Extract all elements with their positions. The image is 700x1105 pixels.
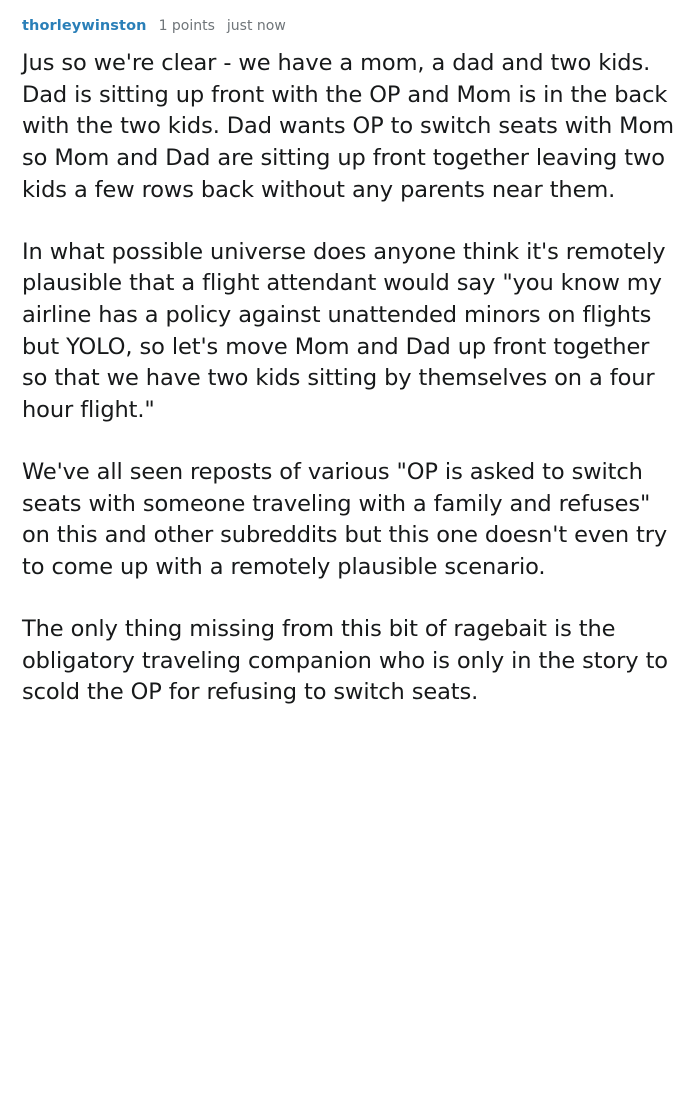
comment-paragraph: We've all seen reposts of various "OP is asked to switch seats with someone traveling with a family and refuses" on this and other subreddits but this one doesn't even try to come up with a remotely plausible scenario. (22, 458, 668, 581)
comment-timestamp: just now (226, 18, 286, 34)
comment-points: 1 points (158, 18, 215, 34)
comment-paragraph: Jus so we're clear - we have a mom, a dad and two kids. Dad is sitting up front with the OP and Mom is in the back with the two kids. Dad wants OP to switch seats with Mom so Mom and Dad are sitting up front together leaving two kids a few rows back without any parents near them. (22, 50, 674, 203)
comment-paragraph: The only thing missing from this bit of ragebait is the obligatory traveling companion who is only in the story to scold the OP for refusing to switch seats. (22, 615, 668, 706)
comment-body (22, 48, 678, 709)
comment-author[interactable]: thorleywinston (22, 18, 147, 34)
comment-header (22, 18, 678, 34)
comment-paragraph: In what possible universe does anyone think it's remotely plausible that a flight attendant would say "you know my airline has a policy against unattended minors on flights but YOLO, so let's move Mom and Dad up front together so that we have two kids sitting by themselves on a four hour flight." (22, 238, 666, 424)
